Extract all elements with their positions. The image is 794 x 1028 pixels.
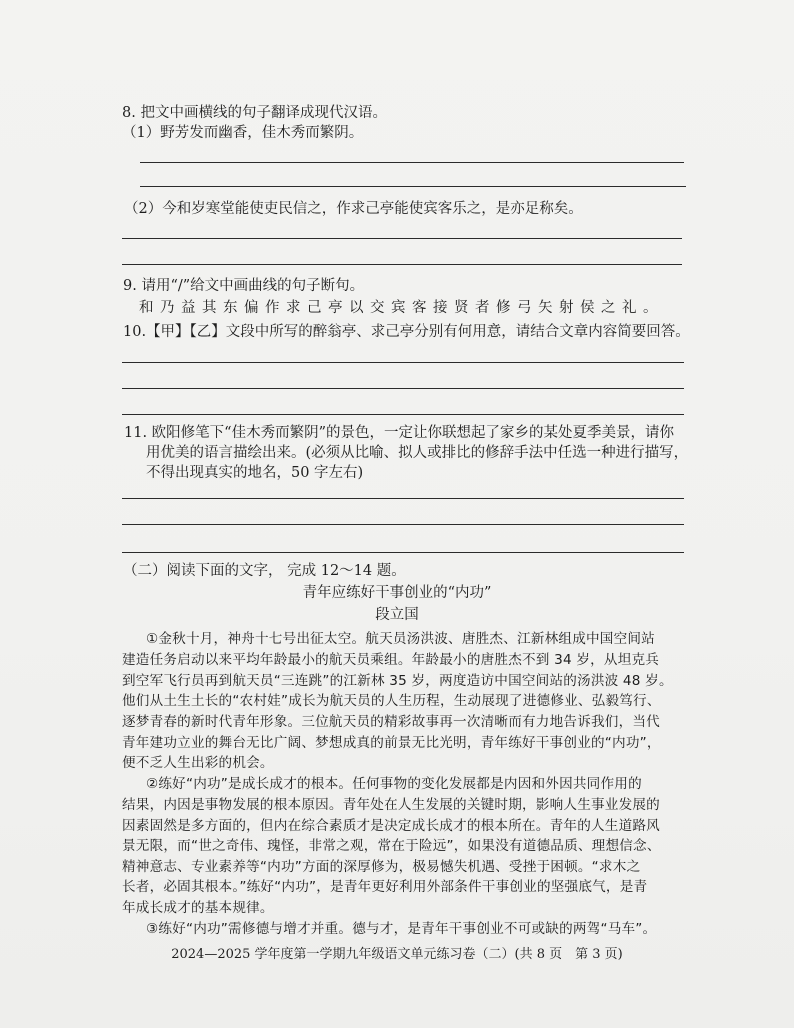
q8-item-1: （1）野芳发而幽香，佳木秀而繁阴。 — [122, 125, 364, 141]
q11-line-2: 用优美的语言描绘出来。(必须从比喻、拟人或排比的修辞手法中任选一种进行描写， — [146, 445, 689, 461]
essay-line: 因素固然是多方面的，但内在综合素质才是决定成长成才的根本所在。青年的人生道路风 — [122, 818, 660, 834]
answer-line — [122, 498, 684, 499]
essay-line: 到空军飞行员再到航天员“三连跳”的江新林 35 岁，两度造访中国空间站的汤洪波 48 岁。 — [122, 673, 673, 689]
answer-line — [122, 238, 682, 239]
essay-line: 逐梦青春的新时代青年形象。三位航天员的精彩故事再一次清晰而有力地告诉我们，当代 — [122, 714, 660, 730]
answer-line — [122, 552, 684, 553]
answer-line — [122, 362, 684, 363]
essay-line: ③练好“内功”需修德与增才并重。德与才，是青年干事创业不可或缺的两驾“马车”。 — [146, 921, 657, 937]
answer-line — [140, 162, 684, 163]
essay-line: 他们从土生土长的“农村娃”成长为航天员的人生历程，生动展现了进德修业、弘毅笃行、 — [122, 693, 661, 709]
q11-line-1: 11. 欧阳修笔下“佳木秀而繁阴”的景色，一定让你联想起了家乡的某处夏季美景，请你 — [124, 425, 674, 441]
essay-line: 青年建功立业的舞台无比广阔、梦想成真的前景无比光明，青年练好干事创业的“内功”， — [122, 735, 661, 751]
answer-line — [122, 264, 682, 265]
q8-item-2: （2）今和岁寒堂能使吏民信之，作求己亭能使宾客乐之，是亦足称矣。 — [124, 201, 583, 217]
essay-line: 建造任务启动以来平均年龄最小的航天员乘组。年龄最小的唐胜杰不到 34 岁，从坦克兵 — [122, 652, 660, 668]
essay-line: 精神意志、专业素养等“内功”方面的深厚修为，极易憾失机遇、受挫于困顿。“求木之 — [122, 859, 641, 875]
q9-sentence: 和乃益其东偏作求己亭以交宾客接贤者修弓矢射侯之礼。 — [139, 300, 664, 316]
answer-line — [122, 524, 684, 525]
answer-line — [140, 186, 686, 187]
section-heading: （二）阅读下面的文字， 完成 12～14 题。 — [123, 563, 406, 579]
q11-line-3: 不得出现真实的地名，50 字左右) — [146, 465, 364, 481]
answer-line — [122, 414, 684, 415]
essay-line: 长者，必固其根本。”练好“内功”，是青年更好利用外部条件干事创业的坚强底气，是青 — [122, 879, 648, 895]
answer-line — [122, 388, 684, 389]
essay-line: 结果，内因是事物发展的根本原因。青年处在人生发展的关键时期，影响人生事业发展的 — [122, 797, 660, 813]
essay-line: 年成长成才的基本规律。 — [122, 900, 274, 916]
essay-line: 便不乏人生出彩的机会。 — [122, 755, 274, 771]
q10-prompt: 10.【甲】【乙】文段中所写的醉翁亭、求己亭分别有何用意，请结合文章内容简要回答。 — [123, 324, 690, 340]
page-footer: 2024—2025 学年度第一学期九年级语文单元练习卷（二）(共 8 页 第 3 页) — [171, 947, 623, 962]
essay-line: ②练好“内功”是成长成才的根本。任何事物的变化发展都是内因和外因共同作用的 — [146, 776, 642, 792]
q9-prompt: 9. 请用“/”给文中画曲线的句子断句。 — [123, 278, 365, 294]
essay-line: 景无限，而“世之奇伟、瑰怪，非常之观，常在于险远”，如果没有道德品质、理想信念、 — [122, 838, 661, 854]
article-title: 青年应练好干事创业的“内功” — [302, 585, 492, 601]
article-author: 段立国 — [375, 607, 419, 623]
essay-line: ①金秋十月，神舟十七号出征太空。航天员汤洪波、唐胜杰、江新林组成中国空间站 — [146, 631, 655, 647]
q8-prompt: 8. 把文中画横线的句子翻译成现代汉语。 — [122, 105, 387, 121]
